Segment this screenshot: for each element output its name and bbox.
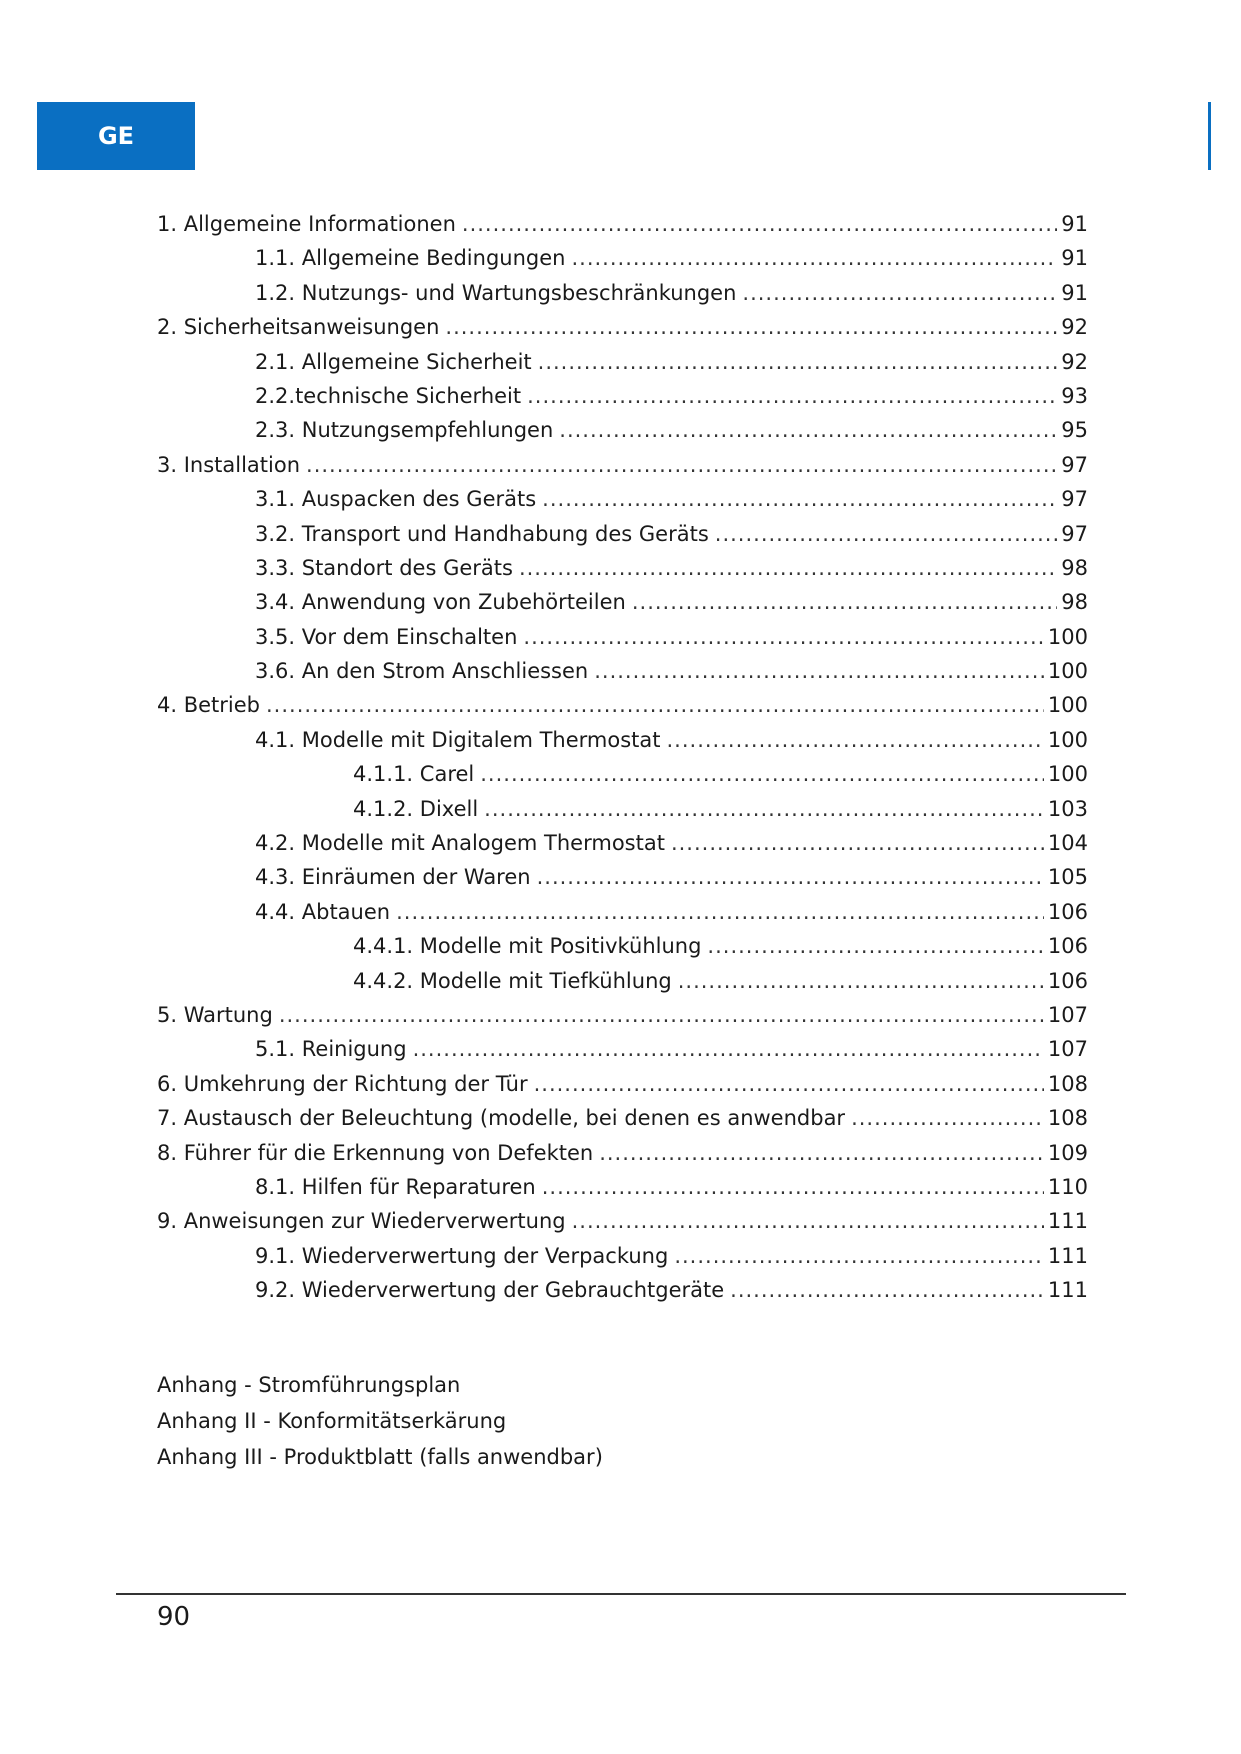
toc-entry-page: 98 — [1061, 555, 1088, 580]
toc-dot-leader — [534, 1067, 1044, 1101]
toc-entry-title: 9.1. Wiederverwertung der Verpackung — [255, 1243, 669, 1268]
edge-marker — [1208, 102, 1211, 170]
toc-entry-page: 108 — [1047, 1071, 1088, 1096]
toc-dot-leader — [396, 895, 1044, 929]
toc-dot-leader — [599, 1136, 1044, 1170]
toc-dot-leader — [594, 654, 1044, 688]
toc-entry-page: 107 — [1047, 1037, 1088, 1062]
toc-entry-page: 100 — [1047, 659, 1088, 684]
toc-entry-title: 4.4.2. Modelle mit Tiefkühlung — [353, 968, 672, 993]
toc-entry-title: 3.3. Standort des Geräts — [255, 555, 513, 580]
toc-entry-title: 3.2. Transport und Handhabung des Geräts — [255, 521, 709, 546]
toc-entry-page: 111 — [1047, 1278, 1088, 1303]
toc-entry-page: 111 — [1047, 1209, 1088, 1234]
toc-entry-title: 6. Umkehrung der Richtung der Tür — [157, 1071, 528, 1096]
toc-dot-leader — [519, 551, 1057, 585]
toc-entry-page: 110 — [1047, 1174, 1088, 1199]
toc-dot-leader — [306, 448, 1057, 482]
toc-entry-page: 100 — [1047, 762, 1088, 787]
toc-entry-page: 109 — [1047, 1140, 1088, 1165]
toc-entry[interactable] — [157, 482, 1088, 516]
toc-entry-title: 4.4. Abtauen — [255, 899, 391, 924]
toc-entry[interactable] — [157, 1170, 1088, 1204]
toc-entry-title: 2.2.technische Sicherheit — [255, 383, 522, 408]
toc-entry-page: 97 — [1061, 521, 1088, 546]
toc-entry[interactable] — [157, 1273, 1088, 1307]
toc-dot-leader — [632, 585, 1057, 619]
toc-entry[interactable] — [157, 929, 1088, 963]
toc-entry-title: 3.6. An den Strom Anschliessen — [255, 659, 589, 684]
toc-dot-leader — [523, 620, 1044, 654]
toc-dot-leader — [707, 929, 1043, 963]
toc-entry[interactable] — [157, 310, 1088, 344]
toc-entry[interactable] — [157, 1067, 1088, 1101]
toc-dot-leader — [678, 964, 1044, 998]
toc-entry[interactable] — [157, 826, 1088, 860]
toc-dot-leader — [542, 482, 1057, 516]
toc-entry-page: 91 — [1061, 246, 1088, 271]
toc-dot-leader — [542, 1170, 1044, 1204]
toc-entry-page: 106 — [1047, 934, 1088, 959]
toc-entry-page: 105 — [1047, 865, 1088, 890]
toc-entry[interactable] — [157, 723, 1088, 757]
toc-entry-title: 2. Sicherheitsanweisungen — [157, 315, 440, 340]
annex-item[interactable]: Anhang II - Konformitätserkärung — [157, 1409, 507, 1433]
toc-entry[interactable] — [157, 448, 1088, 482]
toc-entry[interactable] — [157, 895, 1088, 929]
toc-entry-title: 4.1.2. Dixell — [353, 796, 479, 821]
toc-entry[interactable] — [157, 413, 1088, 447]
toc-entry-page: 107 — [1047, 1002, 1088, 1027]
toc-entry[interactable] — [157, 517, 1088, 551]
toc-entry-title: 2.3. Nutzungsempfehlungen — [255, 418, 554, 443]
toc-dot-leader — [730, 1273, 1044, 1307]
toc-entry-title: 4. Betrieb — [157, 693, 260, 718]
toc-dot-leader — [266, 688, 1044, 722]
annex-list — [157, 1367, 603, 1475]
toc-entry[interactable] — [157, 1204, 1088, 1238]
toc-entry-page: 91 — [1061, 212, 1088, 236]
toc-entry-page: 93 — [1061, 383, 1088, 408]
toc-entry[interactable] — [157, 792, 1088, 826]
annex-item[interactable]: Anhang III - Produktblatt (falls anwendbar) — [157, 1445, 603, 1469]
toc-entry-page: 100 — [1047, 693, 1088, 718]
toc-entry[interactable] — [157, 345, 1088, 379]
table-of-contents — [157, 207, 1088, 1308]
toc-entry-page: 92 — [1061, 315, 1088, 340]
footer-divider — [116, 1593, 1126, 1595]
toc-entry-title: 3. Installation — [157, 452, 301, 477]
toc-entry-title: 2.1. Allgemeine Sicherheit — [255, 349, 532, 374]
toc-entry[interactable] — [157, 551, 1088, 585]
toc-entry[interactable] — [157, 757, 1088, 791]
toc-dot-leader — [559, 413, 1057, 447]
toc-dot-leader — [538, 345, 1058, 379]
toc-entry-title: 4.1.1. Carel — [353, 762, 475, 787]
toc-entry-title: 1.2. Nutzungs- und Wartungsbeschränkungen — [255, 280, 737, 305]
toc-entry[interactable] — [157, 964, 1088, 998]
toc-dot-leader — [537, 860, 1044, 894]
toc-entry-page: 100 — [1047, 624, 1088, 649]
toc-entry-page: 95 — [1061, 418, 1088, 443]
toc-entry[interactable] — [157, 276, 1088, 310]
toc-entry[interactable] — [157, 241, 1088, 275]
toc-entry-title: 4.1. Modelle mit Digitalem Thermostat — [255, 727, 661, 752]
page-number: 90 — [157, 1602, 191, 1632]
language-tab: GE — [37, 102, 195, 170]
toc-entry-page: 103 — [1047, 796, 1088, 821]
toc-dot-leader — [667, 723, 1044, 757]
toc-entry-page: 108 — [1047, 1106, 1088, 1131]
toc-entry-title: 4.2. Modelle mit Analogem Thermostat — [255, 831, 665, 856]
toc-dot-leader — [572, 1204, 1044, 1238]
annex-item[interactable]: Anhang - Stromführungsplan — [157, 1373, 461, 1397]
toc-entry-title: 4.3. Einräumen der Waren — [255, 865, 531, 890]
toc-entry[interactable] — [157, 998, 1088, 1032]
toc-dot-leader — [742, 276, 1057, 310]
toc-entry-title: 7. Austausch der Beleuchtung (modelle, bei denen es anwendbar — [157, 1106, 846, 1131]
toc-entry[interactable] — [157, 1101, 1088, 1135]
toc-dot-leader — [671, 826, 1044, 860]
toc-dot-leader — [484, 792, 1044, 826]
toc-dot-leader — [851, 1101, 1044, 1135]
toc-entry-page: 97 — [1061, 452, 1088, 477]
toc-dot-leader — [279, 998, 1044, 1032]
toc-entry-page: 104 — [1047, 831, 1088, 856]
toc-entry-title: 5.1. Reinigung — [255, 1037, 407, 1062]
toc-entry-title: 3.5. Vor dem Einschalten — [255, 624, 518, 649]
toc-entry[interactable] — [157, 688, 1088, 722]
toc-entry[interactable] — [157, 207, 1088, 241]
toc-entry-title: 1.1. Allgemeine Bedingungen — [255, 246, 566, 271]
toc-entry-title: 9. Anweisungen zur Wiederverwertung — [157, 1209, 566, 1234]
toc-entry[interactable] — [157, 1032, 1088, 1066]
toc-entry[interactable] — [157, 379, 1088, 413]
toc-entry[interactable] — [157, 654, 1088, 688]
toc-entry-title: 8.1. Hilfen für Reparaturen — [255, 1174, 536, 1199]
toc-entry-page: 98 — [1061, 590, 1088, 615]
toc-entry-title: 3.1. Auspacken des Geräts — [255, 487, 537, 512]
toc-dot-leader — [571, 241, 1057, 275]
toc-entry-page: 91 — [1061, 280, 1088, 305]
toc-entry-page: 111 — [1047, 1243, 1088, 1268]
toc-entry[interactable] — [157, 860, 1088, 894]
toc-dot-leader — [674, 1239, 1044, 1273]
toc-entry-page: 97 — [1061, 487, 1088, 512]
toc-dot-leader — [413, 1032, 1044, 1066]
toc-dot-leader — [480, 757, 1044, 791]
toc-entry[interactable] — [157, 620, 1088, 654]
toc-entry-page: 100 — [1047, 727, 1088, 752]
toc-entry-page: 106 — [1047, 968, 1088, 993]
toc-entry-title: 5. Wartung — [157, 1002, 273, 1027]
toc-entry-title: 8. Führer für die Erkennung von Defekten — [157, 1140, 594, 1165]
toc-entry-title: 3.4. Anwendung von Zubehörteilen — [255, 590, 626, 615]
toc-entry-title: 1. Allgemeine Informationen — [157, 212, 456, 236]
toc-entry-page: 106 — [1047, 899, 1088, 924]
toc-dot-leader — [462, 207, 1057, 241]
toc-entry-title: 9.2. Wiederverwertung der Gebrauchtgeräte — [255, 1278, 725, 1303]
toc-entry-title: 4.4.1. Modelle mit Positivkühlung — [353, 934, 702, 959]
toc-dot-leader — [527, 379, 1057, 413]
toc-dot-leader — [715, 517, 1058, 551]
toc-entry[interactable] — [157, 1136, 1088, 1170]
toc-entry[interactable] — [157, 585, 1088, 619]
toc-entry-page: 92 — [1061, 349, 1088, 374]
toc-dot-leader — [445, 310, 1057, 344]
toc-entry[interactable] — [157, 1239, 1088, 1273]
